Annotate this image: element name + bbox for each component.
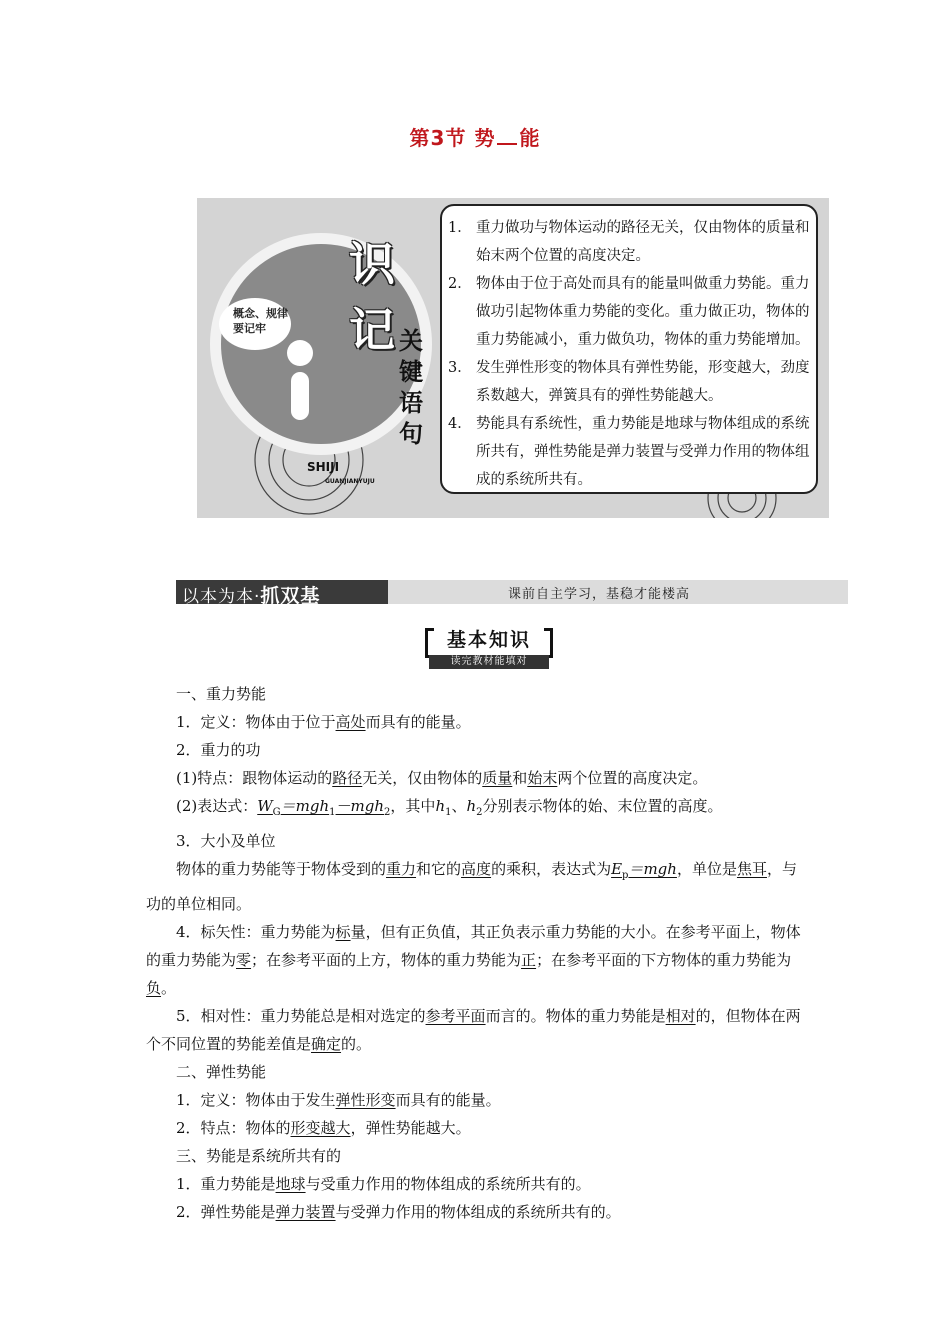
- paragraph: 物体的重力势能等于物体受到的重力和它的高度的乘积，表达式为$E_p=mgh$，单位是焦耳，与功的单位相同。: [146, 860, 797, 913]
- fill-blank-answer: 始末: [527, 769, 558, 787]
- paragraph: 4．标矢性：重力势能为标量，但有正负值，其正负表示重力势能的大小。在参考平面上，物体的重力势能为零；在参考平面的上方，物体的重力势能为正；在参考平面的下方物体的重力势能为负。: [146, 923, 801, 997]
- fill-blank-answer: 相对: [665, 1007, 696, 1025]
- bubble-line-2: 要记牢: [233, 322, 266, 335]
- fill-blank-answer: 重力: [386, 860, 417, 878]
- paragraph: (2)表达式：$W_G=mgh_1-mgh_2$，其中$h_1$、$h_2$分别表示物体的始、末位置的高度。: [176, 797, 723, 818]
- key-points-box: [440, 204, 818, 494]
- section-header-bar: [176, 580, 848, 607]
- content-body: [146, 680, 806, 1226]
- banner-vertical-label: 关键语句: [399, 327, 423, 448]
- fill-blank-answer: 路径: [332, 769, 363, 787]
- fill-blank-answer: 正: [521, 951, 537, 969]
- fill-blank-answer: 负: [146, 979, 162, 997]
- badge-sub-label: 读完教材能填对: [429, 655, 549, 669]
- fill-blank-answer: 标: [335, 923, 351, 941]
- bubble-line-1: 概念、规律: [233, 307, 288, 320]
- key-point: [448, 214, 810, 270]
- formula-answer: $W_G=mgh_1-mgh_2$: [257, 797, 391, 818]
- key-point-text: 势能具有系统性，重力势能是地球与物体组成的系统所共有，弹性势能是弹力装置与受弹力作用的物体组成的系统所共有。: [476, 416, 810, 488]
- fill-blank-answer: 高度: [461, 860, 492, 878]
- heading-system-potential: 三、势能是系统所共有的: [176, 1147, 342, 1165]
- section-title-b: 抓双基: [260, 585, 321, 607]
- title-part1: 势: [474, 126, 496, 150]
- person-head-icon: [287, 340, 313, 366]
- formula-answer: $E_p=mgh$: [611, 860, 677, 881]
- title-prefix: 第3节: [409, 126, 467, 150]
- key-point-number: 2．: [448, 276, 472, 292]
- paragraph: 1．定义：物体由于位于高处而具有的能量。: [176, 713, 471, 731]
- heading-elastic-potential: 二、弹性势能: [176, 1063, 267, 1081]
- fill-blank-answer: 高处: [335, 713, 366, 731]
- key-point-text: 发生弹性形变的物体具有弹性势能，形变越大，劲度系数越大，弹簧具有的弹性势能越大。: [476, 360, 810, 404]
- banner-big-char-2: 记: [349, 303, 395, 357]
- page-title: [0, 122, 950, 151]
- shiji-label: SHIJI: [307, 460, 340, 474]
- basic-knowledge-badge: [425, 626, 553, 670]
- paragraph: 2．弹性势能是弹力装置与受弹力作用的物体组成的系统所共有的。: [176, 1203, 621, 1221]
- banner-big-char-1: 识: [349, 237, 395, 291]
- key-point-text: 重力做功与物体运动的路径无关，仅由物体的质量和始末两个位置的高度决定。: [476, 220, 810, 264]
- key-point-number: 3．: [448, 360, 472, 376]
- key-point: [448, 354, 810, 410]
- paragraph: 1．定义：物体由于发生弹性形变而具有的能量。: [176, 1091, 501, 1109]
- section-title: [182, 581, 320, 608]
- fill-blank-answer: 参考平面: [425, 1007, 486, 1025]
- paragraph: 2．重力的功: [176, 741, 261, 759]
- heading-gravity-potential: 一、重力势能: [176, 685, 267, 703]
- fill-blank-answer: 地球: [275, 1175, 306, 1193]
- badge-main-label: 基本知识: [425, 626, 553, 654]
- title-part2: 能: [519, 126, 541, 150]
- paragraph: (1)特点：跟物体运动的路径无关，仅由物体的质量和始末两个位置的高度决定。: [176, 769, 708, 787]
- section-subtitle: 课前自主学习，基稳才能楼高: [508, 587, 691, 602]
- paragraph: 5．相对性：重力势能总是相对选定的参考平面而言的。物体的重力势能是相对的，但物体在两个不同位置的势能差值是确定的。: [146, 1007, 801, 1053]
- key-point: [448, 270, 810, 354]
- fill-blank-answer: 零: [236, 951, 252, 969]
- fill-blank-answer: 弹性形变: [335, 1091, 396, 1109]
- paragraph: 1．重力势能是地球与受重力作用的物体组成的系统所共有的。: [176, 1175, 591, 1193]
- key-point-text: 物体由于位于高处而具有的能量叫做重力势能。重力做功引起物体重力势能的变化。重力做正功，物体的重力势能减小，重力做负功，物体的重力势能增加。: [476, 276, 810, 348]
- fill-blank-answer: 形变越大: [290, 1119, 351, 1137]
- fill-blank-answer: 弹力装置: [275, 1203, 336, 1221]
- shiji-sublabel: GUANJIANYUJU: [325, 478, 375, 485]
- person-body-icon: [291, 372, 309, 420]
- paragraph: 2．特点：物体的形变越大，弹性势能越大。: [176, 1119, 471, 1137]
- key-point: [448, 410, 810, 494]
- key-point-number: 1．: [448, 220, 472, 236]
- fill-blank-answer: 焦耳: [736, 860, 767, 878]
- speech-bubble: [219, 298, 291, 350]
- section-title-a: 以本为本·: [182, 587, 261, 607]
- fill-blank-answer: 质量: [482, 769, 513, 787]
- fill-blank-answer: 确定: [311, 1035, 342, 1053]
- key-point-number: 4．: [448, 416, 472, 432]
- title-gap: [497, 129, 517, 145]
- paragraph: 3．大小及单位: [176, 832, 276, 850]
